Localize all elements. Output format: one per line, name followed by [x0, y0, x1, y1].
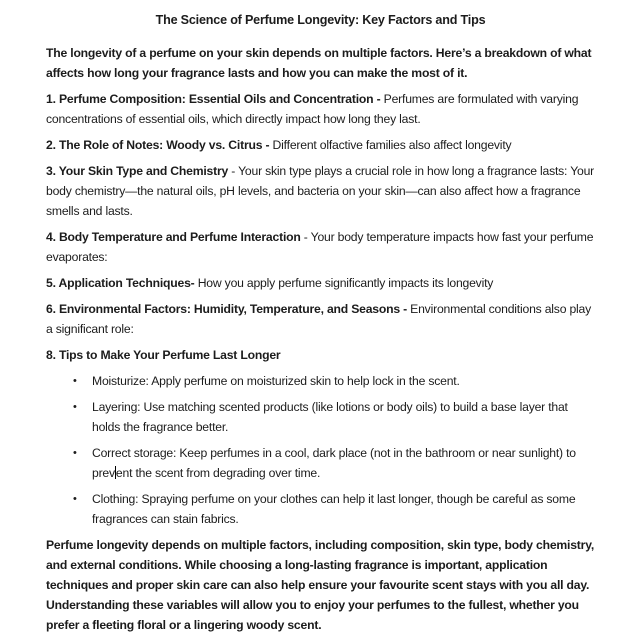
tip-text: Layering: Use matching scented products (like lotions or body oils) to build a base layer that holds the fragrance better. [92, 400, 568, 434]
list-item[interactable] [46, 489, 595, 529]
factor-body: - Your skin type plays a crucial role in how long a fragrance lasts: Your body chemistry—the natural oils, pH levels, and bacteria on your skin—can also affect how a fragrance smells and lasts. [46, 164, 595, 218]
tip-text: Moisturize: Apply perfume on moisturized skin to help lock in the scent. [92, 374, 460, 388]
factor-lead: 2. The Role of Notes: Woody vs. Citrus - [46, 138, 270, 152]
bullet-icon: • [73, 447, 77, 459]
bullet-icon: • [73, 401, 77, 413]
factor-lead: 4. Body Temperature and Perfume Interaction [46, 230, 301, 244]
factor-paragraph-6[interactable] [46, 299, 595, 339]
tips-list [46, 371, 595, 529]
tip-text [92, 443, 595, 483]
list-item[interactable] [46, 397, 595, 437]
factor-lead: 5. Application Techniques- [46, 276, 195, 290]
bullet-icon: • [73, 493, 77, 505]
list-item[interactable] [46, 443, 595, 483]
factor-body: Perfumes are formulated with varying concentrations of essential oils, which directly impact how long they last. [46, 92, 579, 126]
factor-paragraph-3[interactable] [46, 161, 595, 221]
bullet-icon: • [73, 375, 77, 387]
factor-paragraph-4[interactable] [46, 227, 595, 267]
list-item[interactable] [46, 371, 595, 391]
factor-body: Environmental conditions also play a significant role: [46, 302, 592, 336]
factor-lead: 3. Your Skin Type and Chemistry [46, 164, 229, 178]
factor-body: - Your body temperature impacts how fast your perfume evaporates: [46, 230, 594, 264]
factor-lead: 1. Perfume Composition: Essential Oils and Concentration - [46, 92, 381, 106]
closing-paragraph[interactable]: Perfume longevity depends on multiple factors, including composition, skin type, body chemistry, and external conditions. While choosing a long-lasting fragrance is important, application techniques and proper skin care can also help ensure your favourite scent stays with you all day. Understanding these variables will allow you to enjoy your perfumes to the fullest, whether you prefer a fleeting floral or a lingering woody scent. [46, 538, 595, 632]
factor-paragraph-1[interactable] [46, 89, 595, 129]
intro-paragraph[interactable]: The longevity of a perfume on your skin depends on multiple factors. Here’s a breakdown of what affects how long your fragrance lasts and how you can make the most of it. [46, 46, 592, 80]
tip-text-before-caret: Correct storage: Keep perfumes in a cool, dark place (not in the bathroom or near sunlight) to prev [92, 446, 576, 480]
factor-paragraph-2[interactable] [46, 135, 595, 155]
tips-heading[interactable]: 8. Tips to Make Your Perfume Last Longer [46, 348, 281, 362]
factor-paragraph-5[interactable] [46, 273, 595, 293]
factor-body: Different olfactive families also affect longevity [269, 138, 512, 152]
tip-text: Clothing: Spraying perfume on your clothes can help it last longer, though be careful as some fragrances can stain fabrics. [92, 492, 576, 526]
factor-lead: 6. Environmental Factors: Humidity, Temperature, and Seasons - [46, 302, 407, 316]
tip-text-after-caret: ent the scent from degrading over time. [115, 466, 321, 480]
factor-body: How you apply perfume significantly impacts its longevity [194, 276, 494, 290]
document-title[interactable]: The Science of Perfume Longevity: Key Factors and Tips [155, 13, 486, 27]
